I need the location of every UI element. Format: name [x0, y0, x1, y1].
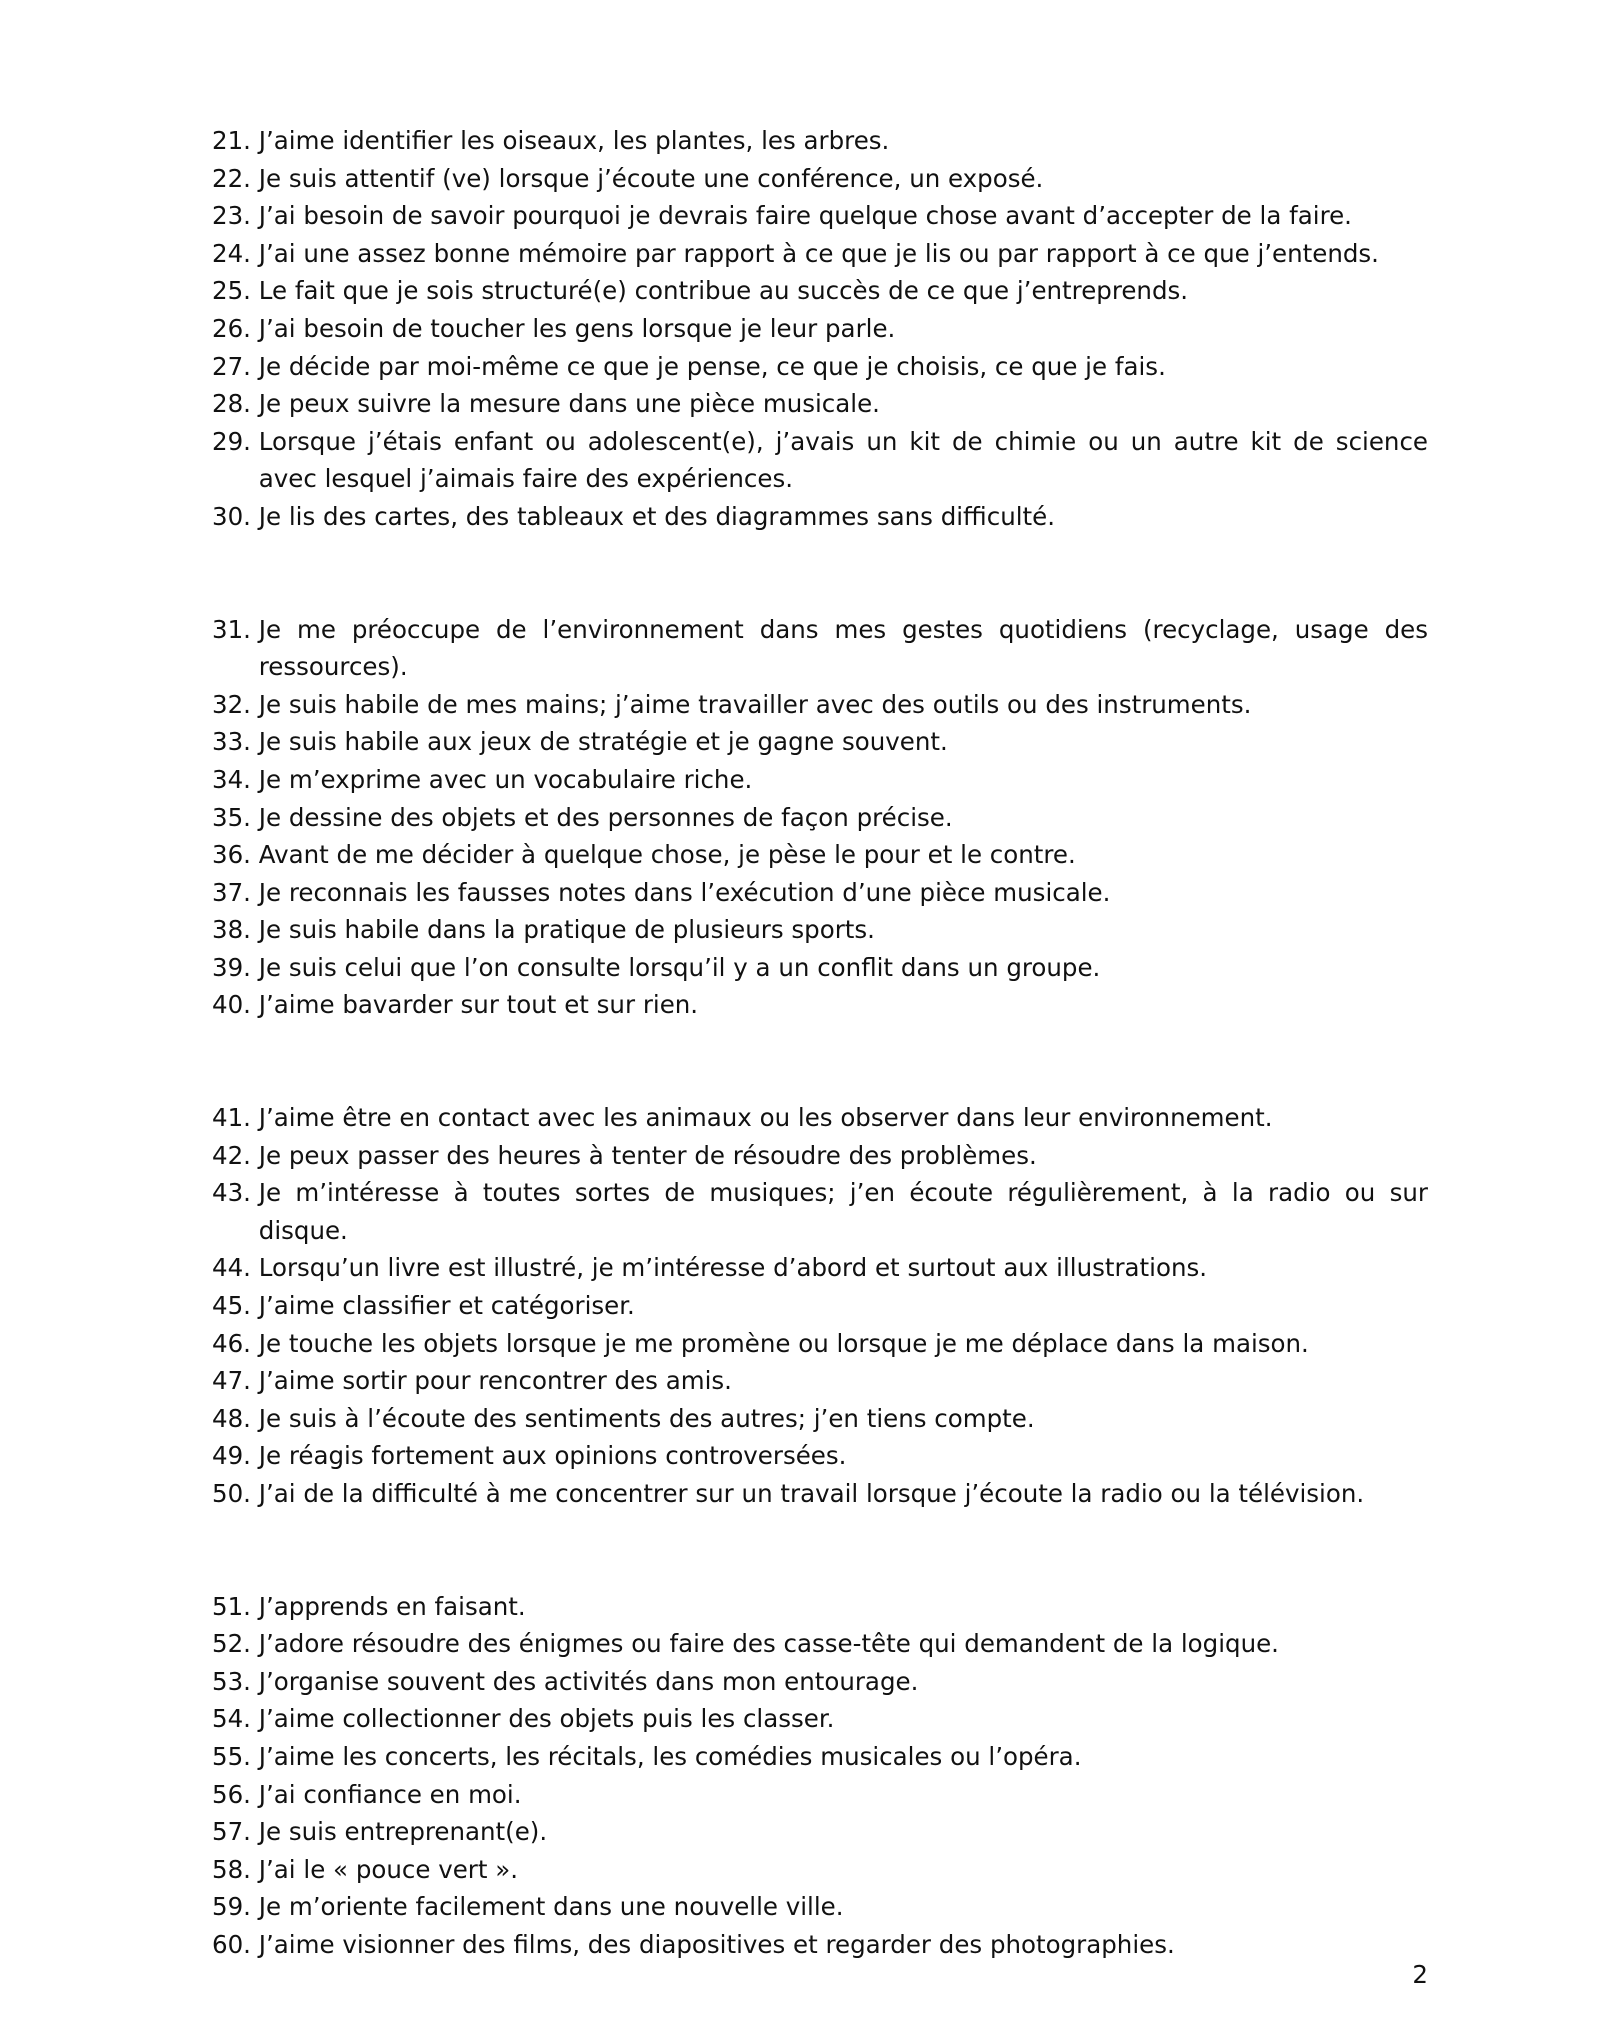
question-text: J’ai besoin de toucher les gens lorsque je leur parle.	[258, 313, 896, 343]
question-number: 22.	[212, 163, 259, 193]
question-number: 57.	[212, 1817, 259, 1847]
question-item	[212, 799, 1428, 837]
question-text: J’ai besoin de savoir pourquoi je devrais faire quelque chose avant d’accepter de la faire.	[258, 201, 1352, 231]
question-text: J’aime classifier et catégoriser.	[258, 1291, 635, 1321]
question-item	[212, 122, 1428, 160]
question-number: 52.	[212, 1629, 259, 1659]
question-text: J’aime visionner des films, des diapositives et regarder des photographies.	[258, 1929, 1175, 1959]
question-text: J’ai une assez bonne mémoire par rapport à ce que je lis ou par rapport à ce que j’entends.	[258, 238, 1379, 268]
question-number: 60.	[212, 1929, 259, 1959]
question-number: 37.	[212, 877, 259, 907]
question-number: 32.	[212, 689, 259, 719]
question-item	[212, 1888, 1428, 1926]
question-text: J’aime identifier les oiseaux, les plantes, les arbres.	[258, 126, 890, 155]
question-item	[212, 1813, 1428, 1851]
question-item	[212, 1625, 1428, 1663]
question-number: 55.	[212, 1741, 259, 1771]
question-number: 42.	[212, 1140, 259, 1170]
question-item	[212, 1400, 1428, 1438]
question-number: 31.	[212, 614, 259, 644]
question-item	[212, 1174, 1428, 1249]
question-item	[212, 949, 1428, 987]
question-text: J’aime collectionner des objets puis les classer.	[258, 1704, 835, 1734]
question-item	[212, 197, 1428, 235]
question-item	[212, 348, 1428, 386]
question-item	[212, 1588, 1428, 1626]
question-item	[212, 1776, 1428, 1814]
question-number: 30.	[212, 501, 259, 531]
question-number: 54.	[212, 1704, 259, 1734]
question-text: J’ai confiance en moi.	[258, 1779, 522, 1809]
question-item	[212, 1287, 1428, 1325]
question-item	[212, 1926, 1428, 1964]
question-item	[212, 1437, 1428, 1475]
question-item	[212, 874, 1428, 912]
question-number: 59.	[212, 1892, 259, 1922]
question-number: 29.	[212, 426, 259, 456]
question-item	[212, 498, 1428, 536]
question-text: Je peux passer des heures à tenter de résoudre des problèmes.	[258, 1140, 1037, 1170]
question-number: 53.	[212, 1666, 259, 1696]
question-text: Je décide par moi-même ce que je pense, ce que je choisis, ce que je fais.	[258, 351, 1166, 381]
question-group	[212, 611, 1428, 1025]
question-item	[212, 1249, 1428, 1287]
question-item	[212, 1663, 1428, 1701]
question-text: Je touche les objets lorsque je me promène ou lorsque je me déplace dans la maison.	[258, 1328, 1309, 1358]
question-item	[212, 385, 1428, 423]
question-group	[212, 122, 1428, 536]
question-group	[212, 1099, 1428, 1513]
question-text: Je m’intéresse à toutes sortes de musiques; j’en écoute régulièrement, à la radio ou sur disque.	[258, 1178, 1428, 1245]
question-text: Je suis entreprenant(e).	[258, 1817, 548, 1847]
question-number: 34.	[212, 764, 259, 794]
question-text: Je suis attentif (ve) lorsque j’écoute une conférence, un exposé.	[258, 163, 1044, 193]
question-item	[212, 686, 1428, 724]
question-number: 33.	[212, 727, 259, 757]
question-text: J’aime les concerts, les récitals, les comédies musicales ou l’opéra.	[258, 1741, 1082, 1771]
question-number: 25.	[212, 276, 259, 306]
question-item	[212, 1738, 1428, 1776]
question-item	[212, 1099, 1428, 1137]
question-number: 41.	[212, 1103, 259, 1133]
question-number: 35.	[212, 802, 259, 832]
question-item	[212, 986, 1428, 1024]
question-text: Je suis habile dans la pratique de plusieurs sports.	[258, 915, 875, 945]
question-text: Je suis habile de mes mains; j’aime travailler avec des outils ou des instruments.	[258, 689, 1252, 719]
question-item	[212, 310, 1428, 348]
question-group	[212, 1588, 1428, 1964]
question-item	[212, 1325, 1428, 1363]
question-text: Lorsque j’étais enfant ou adolescent(e), j’avais un kit de chimie ou un autre kit de science avec lesquel j’aimais faire des expériences.	[258, 426, 1428, 494]
question-number: 28.	[212, 389, 259, 419]
question-item	[212, 235, 1428, 273]
question-text: Je peux suivre la mesure dans une pièce musicale.	[258, 389, 880, 419]
question-number: 39.	[212, 952, 259, 982]
question-text: Je dessine des objets et des personnes de façon précise.	[258, 802, 953, 832]
question-text: Le fait que je sois structuré(e) contribue au succès de ce que j’entreprends.	[258, 276, 1189, 306]
question-text: Je m’exprime avec un vocabulaire riche.	[258, 764, 753, 794]
question-text: Je suis celui que l’on consulte lorsqu’il y a un conflit dans un groupe.	[258, 952, 1101, 982]
question-text: Je m’oriente facilement dans une nouvelle ville.	[258, 1892, 844, 1922]
question-item	[212, 1851, 1428, 1889]
question-item	[212, 761, 1428, 799]
question-text: Je lis des cartes, des tableaux et des diagrammes sans difficulté.	[258, 501, 1056, 531]
question-text: Je suis habile aux jeux de stratégie et je gagne souvent.	[258, 727, 948, 757]
question-item	[212, 272, 1428, 310]
question-text: Avant de me décider à quelque chose, je pèse le pour et le contre.	[258, 840, 1076, 870]
question-text: Je me préoccupe de l’environnement dans mes gestes quotidiens (recyclage, usage des ressources).	[258, 614, 1428, 682]
question-text: J’ai le « pouce vert ».	[258, 1854, 519, 1884]
question-number: 56.	[212, 1779, 259, 1809]
question-item	[212, 1700, 1428, 1738]
question-text: J’organise souvent des activités dans mon entourage.	[258, 1666, 919, 1696]
question-text: Lorsqu’un livre est illustré, je m’intéresse d’abord et surtout aux illustrations.	[258, 1253, 1208, 1283]
question-text: Je reconnais les fausses notes dans l’exécution d’une pièce musicale.	[258, 877, 1111, 907]
question-number: 23.	[212, 201, 259, 231]
question-number: 36.	[212, 840, 259, 870]
question-text: J’ai de la difficulté à me concentrer sur un travail lorsque j’écoute la radio ou la télévision.	[258, 1479, 1365, 1508]
question-text: J’adore résoudre des énigmes ou faire des casse-tête qui demandent de la logique.	[258, 1629, 1279, 1659]
question-number: 26.	[212, 313, 259, 343]
question-text: J’aime être en contact avec les animaux ou les observer dans leur environnement.	[258, 1103, 1273, 1133]
question-number: 58.	[212, 1854, 259, 1884]
question-text: J’apprends en faisant.	[258, 1591, 526, 1621]
question-item	[212, 1137, 1428, 1175]
question-number: 24.	[212, 238, 259, 268]
question-number: 40.	[212, 990, 259, 1020]
question-item	[212, 1475, 1428, 1513]
question-number: 45.	[212, 1291, 259, 1321]
question-number: 27.	[212, 351, 259, 381]
questionnaire-list	[212, 122, 1428, 2039]
question-item	[212, 423, 1428, 498]
question-number: 50.	[212, 1479, 259, 1508]
question-item	[212, 160, 1428, 198]
question-number: 51.	[212, 1591, 259, 1621]
question-number: 21.	[212, 126, 259, 155]
question-item	[212, 836, 1428, 874]
page-number: 2	[1412, 1960, 1428, 1989]
question-number: 38.	[212, 915, 259, 945]
question-number: 46.	[212, 1328, 259, 1358]
question-item	[212, 911, 1428, 949]
question-text: J’aime bavarder sur tout et sur rien.	[258, 990, 699, 1020]
question-number: 43.	[212, 1178, 259, 1208]
question-item	[212, 611, 1428, 686]
question-number: 49.	[212, 1441, 259, 1471]
question-item	[212, 723, 1428, 761]
question-text: J’aime sortir pour rencontrer des amis.	[258, 1366, 732, 1396]
question-text: Je réagis fortement aux opinions controversées.	[258, 1441, 847, 1471]
question-number: 44.	[212, 1253, 259, 1283]
question-text: Je suis à l’écoute des sentiments des autres; j’en tiens compte.	[258, 1403, 1035, 1433]
question-number: 47.	[212, 1366, 259, 1396]
question-item	[212, 1362, 1428, 1400]
question-number: 48.	[212, 1403, 259, 1433]
